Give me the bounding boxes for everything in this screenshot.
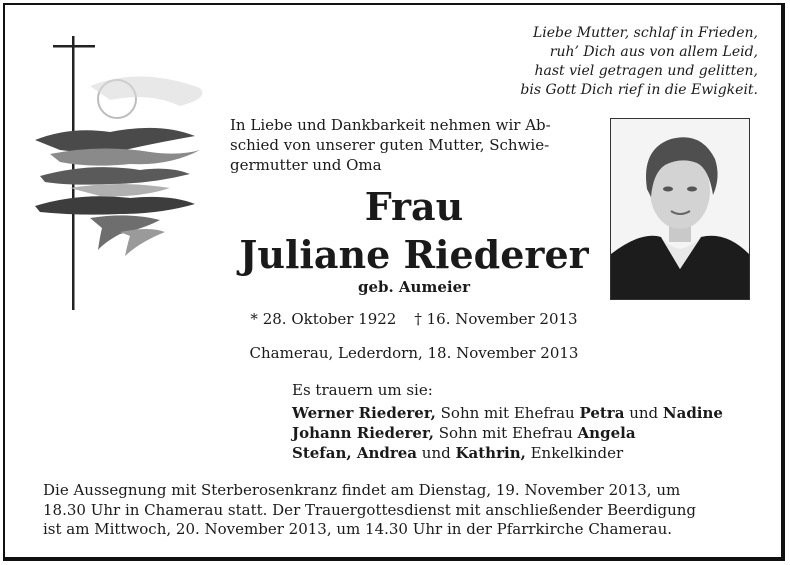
mourner-name: Kathrin, <box>455 444 526 462</box>
funeral-info <box>43 481 749 540</box>
mourner-row <box>292 423 723 443</box>
relation-text: Sohn mit Ehefrau <box>435 404 580 422</box>
relation-text: und <box>624 404 663 422</box>
mourner-row <box>292 403 723 423</box>
deceased-name <box>230 183 598 279</box>
mourner-name: Petra <box>579 404 625 422</box>
poem-line: ruh’ Dich aus von allem Leid, <box>549 44 758 60</box>
mourner-name: Nadine <box>662 404 723 422</box>
portrait-photo <box>610 118 750 300</box>
mourners-heading: Es trauern um sie: <box>292 381 433 399</box>
poem-line: hast viel getragen und gelitten, <box>534 63 758 79</box>
mourner-name: Angela <box>577 424 636 442</box>
mourner-name: Stefan, Andrea <box>292 444 418 462</box>
mourner-name: Werner Riederer, <box>292 404 436 422</box>
intro-text <box>230 115 598 175</box>
poem <box>448 24 758 100</box>
intro-line: schied von unserer guten Mutter, Schwie- <box>230 136 550 154</box>
funeral-info-line: Die Aussegnung mit Sterberosenkranz findet am Dienstag, 19. November 2013, um <box>43 481 681 499</box>
place-and-date: Chamerau, Lederdorn, 18. November 2013 <box>249 344 579 362</box>
funeral-info-line: ist am Mittwoch, 20. November 2013, um 14.30 Uhr in der Pfarrkirche Chamerau. <box>43 520 673 538</box>
relation-text: Enkelkinder <box>525 444 624 462</box>
intro-line: germutter und Oma <box>230 156 382 174</box>
poem-line: Liebe Mutter, schlaf in Frieden, <box>532 25 758 41</box>
birth-date: * 28. Oktober 1922 <box>250 310 397 328</box>
funeral-info-line: 18.30 Uhr in Chamerau statt. Der Trauergottesdienst mit anschließender Beerdigung <box>43 500 697 519</box>
mourners-section <box>292 380 723 463</box>
intro-line: In Liebe und Dankbarkeit nehmen wir Ab- <box>230 116 551 134</box>
poem-line: bis Gott Dich rief in die Ewigkeit. <box>520 82 758 98</box>
relation-text: Sohn mit Ehefrau <box>433 424 578 442</box>
mourner-row <box>292 443 723 463</box>
mourner-name: Johann Riederer, <box>292 424 434 442</box>
salutation: Frau <box>364 184 464 229</box>
life-dates <box>230 310 598 328</box>
moon-landscape-illustration <box>30 36 230 312</box>
relation-text: und <box>417 444 456 462</box>
death-date: † 16. November 2013 <box>414 310 578 328</box>
birth-name: geb. Aumeier <box>357 278 471 296</box>
full-name: Juliane Riederer <box>239 232 589 277</box>
